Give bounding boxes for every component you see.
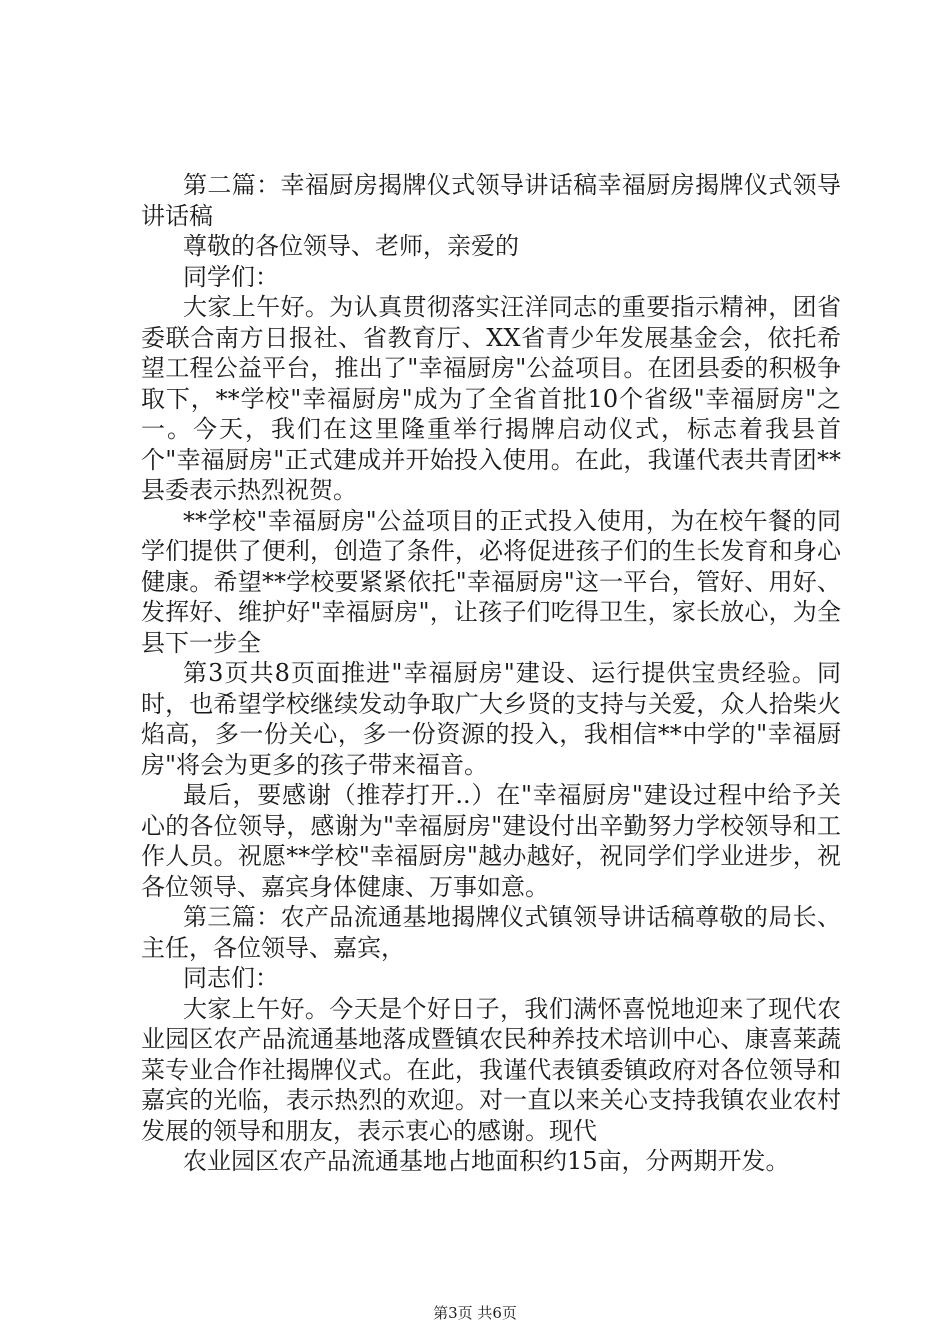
paragraph: 最后，要感谢（推荐打开..）在"幸福厨房"建设过程中给予关心的各位领导，感谢为"幸福厨房"建设付出辛勤努力学校领导和工作人员。祝愿**学校"幸福厨房"越办越好，祝同学们学业进步，祝各位领导、嘉宾身体健康、万事如意。 [141,781,841,901]
paragraph: 第二篇：幸福厨房揭牌仪式领导讲话稿幸福厨房揭牌仪式领导讲话稿 [141,171,841,230]
paragraph: 大家上午好。今天是个好日子，我们满怀喜悦地迎来了现代农业园区农产品流通基地落成暨镇农民种养技术培训中心、康喜莱蔬菜专业合作社揭牌仪式。在此，我谨代表镇委镇政府对各位领导和嘉宾的光临，表示热烈的欢迎。对一直以来关心支持我镇农业农村发展的领导和朋友，表示衷心的感谢。现代 [141,994,841,1145]
paragraph: 第3页共8页面推进"幸福厨房"建设、运行提供宝贵经验。同时，也希望学校继续发动争取广大乡贤的支持与关爱，众人拾柴火焰高，多一份关心，多一份资源的投入，我相信**中学的"幸福厨房"将会为更多的孩子带来福音。 [141,659,841,779]
paragraph: **学校"幸福厨房"公益项目的正式投入使用，为在校午餐的同学们提供了便利，创造了条件，必将促进孩子们的生长发育和身心健康。希望**学校要紧紧依托"幸福厨房"这一平台，管好、用好、发挥好、维护好"幸福厨房"，让孩子们吃得卫生，家长放心，为全县下一步全 [141,506,841,657]
paragraph: 第三篇：农产品流通基地揭牌仪式镇领导讲话稿尊敬的局长、主任，各位领导、嘉宾， [141,903,841,962]
paragraph: 农业园区农产品流通基地占地面积约15亩，分两期开发。 [183,1147,790,1175]
paragraph: 同志们： [183,964,279,992]
document-body [141,170,841,1177]
page-footer: 第3页 共6页 [433,1304,517,1322]
paragraph: 尊敬的各位领导、老师，亲爱的 [183,232,519,260]
paragraph: 同学们： [183,262,279,291]
paragraph: 大家上午好。为认真贯彻落实汪洋同志的重要指示精神，团省委联合南方日报社、省教育厅、XX省青少年发展基金会，依托希望工程公益平台，推出了"幸福厨房"公益项目。在团县委的积极争取下，**学校"幸福厨房"成为了全省首批10个省级"幸福厨房"之一。今天，我们在这里隆重举行揭牌启动仪式，标志着我县首个"幸福厨房"正式建成并开始投入使用。在此，我谨代表共青团**县委表示热烈祝贺。 [141,293,841,504]
